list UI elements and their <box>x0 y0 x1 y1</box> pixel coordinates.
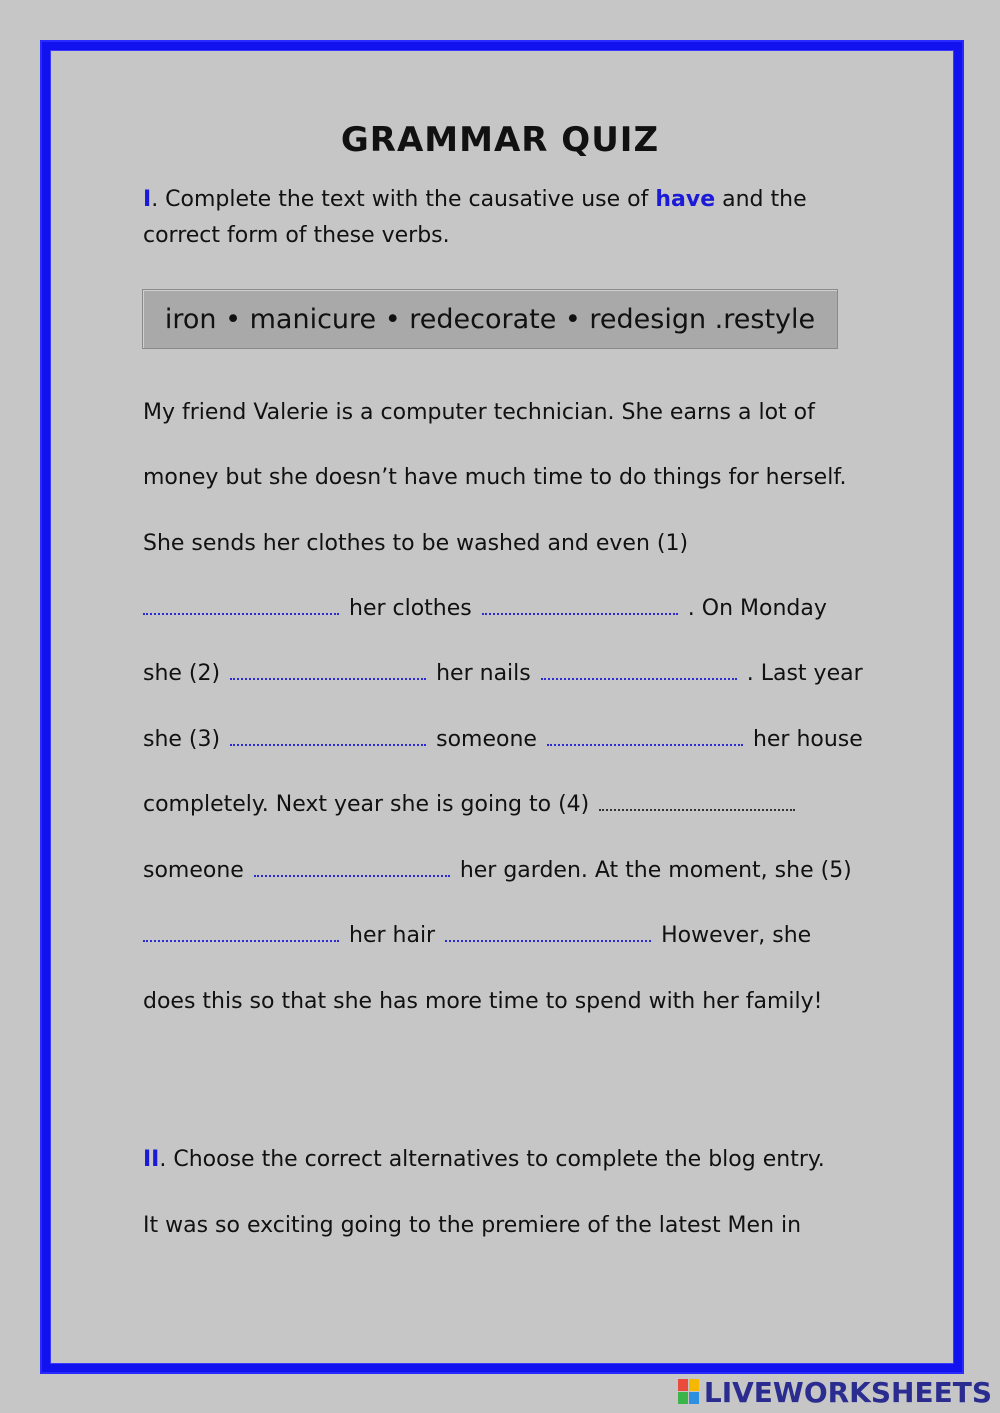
answer-gap-2b[interactable] <box>541 674 737 680</box>
word-box: iron • manicure • redecorate • redesign .restyle <box>142 289 838 349</box>
line-4-text-a: her clothes <box>349 596 472 621</box>
line-6-text-a: she (3) <box>143 727 221 752</box>
line-8-text-a: someone <box>143 858 244 883</box>
answer-gap-1b[interactable] <box>482 609 678 615</box>
section-1-number: I <box>143 187 152 212</box>
line-7-text-a: completely. Next year she is going to (4) <box>143 792 590 817</box>
answer-gap-5a[interactable] <box>143 936 339 942</box>
text-line-5 <box>143 658 863 690</box>
answer-gap-3b[interactable] <box>547 740 743 746</box>
keyword-have: have <box>655 187 716 212</box>
answer-gap-4b[interactable] <box>254 871 450 877</box>
answer-gap-3a[interactable] <box>230 740 426 746</box>
line-8-text-b: her garden. At the moment, she (5) <box>459 858 852 883</box>
line-9-text-b: However, she <box>661 923 812 948</box>
line-5-text-c: . Last year <box>746 661 863 686</box>
liveworksheets-logo <box>678 1375 992 1409</box>
text-line-3: She sends her clothes to be washed and even (1) <box>143 531 689 556</box>
instruction-text-b: and the correct form of these verbs. <box>143 187 807 248</box>
answer-gap-4a[interactable] <box>599 805 795 811</box>
text-line-10: does this so that she has more time to spend with her family! <box>143 989 823 1014</box>
text-line-1: My friend Valerie is a computer technician. She earns a lot of <box>143 400 815 425</box>
instruction-text-a: . Complete the text with the causative use of <box>151 187 656 212</box>
section-2-instruction-text: . Choose the correct alternatives to complete the blog entry. <box>159 1147 825 1172</box>
line-4-text-b: . On Monday <box>687 596 827 621</box>
liveworksheets-logo-text: LIVEWORKSHEETS <box>703 1375 992 1409</box>
answer-gap-2a[interactable] <box>230 674 426 680</box>
line-5-text-a: she (2) <box>143 661 221 686</box>
text-line-7 <box>143 789 798 821</box>
answer-gap-5b[interactable] <box>445 936 651 942</box>
section-2-number: II <box>143 1147 160 1172</box>
text-line-6 <box>143 724 863 756</box>
section-2-instruction <box>143 1144 825 1176</box>
text-line-9 <box>143 920 811 952</box>
text-line-4 <box>143 593 827 625</box>
section-1-instruction <box>143 182 863 254</box>
answer-gap-1a[interactable] <box>143 609 339 615</box>
line-6-text-c: her house <box>752 727 863 752</box>
liveworksheets-logo-icon <box>678 1379 700 1405</box>
line-9-text-a: her hair <box>349 923 436 948</box>
page-title: GRAMMAR QUIZ <box>340 120 660 160</box>
line-5-text-b: her nails <box>436 661 531 686</box>
text-line-8 <box>143 855 852 887</box>
text-line-2: money but she doesn’t have much time to do things for herself. <box>143 465 847 490</box>
line-6-text-b: someone <box>436 727 537 752</box>
section-2-text-line-1: It was so exciting going to the premiere of the latest Men in <box>143 1213 802 1238</box>
